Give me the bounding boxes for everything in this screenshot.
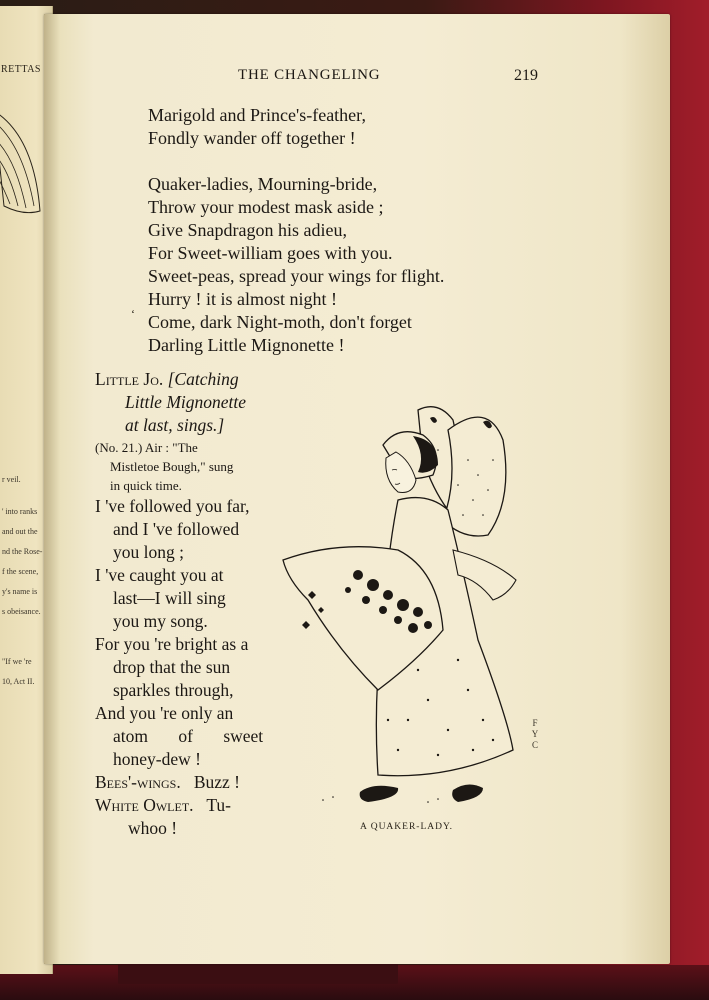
left-fragment-2: ' into ranks	[2, 507, 38, 516]
page-number: 219	[514, 67, 538, 84]
stage-direction-line-2: Little Mignonette	[125, 392, 247, 412]
quaker-lady-illustration	[278, 400, 548, 820]
speaker-bees-wings: Bees'-wings.	[95, 772, 181, 792]
verse-line: Give Snapdragon his adieu,	[148, 220, 347, 240]
verse-line: Marigold and Prince's-feather,	[148, 105, 366, 125]
initial-letter: C	[531, 740, 538, 750]
print-mark: ‘	[131, 307, 135, 321]
left-fragment-7: s obeisance.	[2, 607, 41, 616]
initial-letter: Y	[531, 729, 539, 739]
left-fragment-1: r veil.	[2, 475, 21, 484]
binding-strip	[118, 962, 398, 984]
verse-line: Come, dark Night-moth, don't forget	[148, 312, 412, 332]
song-line: And you 're only an	[95, 703, 234, 723]
song-line: I 've caught you at	[95, 565, 224, 585]
verse-line: Sweet-peas, spread your wings for flight.	[148, 266, 445, 286]
song-line: atom of sweet	[113, 726, 264, 746]
dialogue-white-owlet	[95, 794, 275, 817]
speaker-little-jo: Little Jo.	[95, 369, 164, 389]
verse-line: Darling Little Mignonette !	[148, 335, 345, 355]
air-note-line-2: Mistletoe Bough," sung	[110, 459, 234, 474]
speaker-white-owlet: White Owlet.	[95, 795, 194, 815]
song-line: you my song.	[113, 611, 208, 631]
initial-letter: F	[532, 718, 538, 728]
verse-line: Hurry ! it is almost night !	[148, 289, 337, 309]
song-line: I 've followed you far,	[95, 496, 250, 516]
left-fragment-5: f the scene,	[2, 567, 39, 576]
verse-line: Fondly wander off together !	[148, 128, 356, 148]
song-line: honey-dew !	[113, 749, 201, 769]
dialogue-bees-wings	[95, 771, 275, 794]
stage-direction-line-3: at last, sings.]	[125, 415, 225, 435]
illustration-caption: A QUAKER-LADY.	[360, 822, 453, 832]
dialogue-line-continued: whoo !	[128, 818, 178, 838]
song-line: drop that the sun	[113, 657, 231, 677]
air-note-line-3: in quick time.	[110, 478, 182, 493]
left-fragment-8: "If we 're	[2, 657, 32, 666]
left-fragment-9: 10, Act II.	[2, 677, 35, 686]
air-note-line-1: (No. 21.) Air : "The	[95, 440, 198, 455]
running-header-title: THE CHANGELING	[238, 67, 381, 83]
wing-illustration-fragment	[0, 106, 50, 226]
song-line: and I 've followed	[113, 519, 240, 539]
song-line: you long ;	[113, 542, 184, 562]
stage-direction-line-1	[95, 368, 275, 391]
page-gutter-shadow	[44, 14, 60, 964]
verse-line: For Sweet-william goes with you.	[148, 243, 393, 263]
stage-direction: [Catching	[167, 369, 239, 389]
illustrator-initials	[530, 718, 540, 751]
song-line: sparkles through,	[113, 680, 234, 700]
left-page-header-fragment: RETTAS	[1, 64, 41, 75]
left-fragment-6: y's name is	[2, 587, 38, 596]
verse-line: Throw your modest mask aside ;	[148, 197, 384, 217]
song-line: last—I will sing	[113, 588, 226, 608]
dialogue-line: Tu-	[206, 795, 232, 815]
left-fragment-3: and out the	[2, 527, 38, 536]
verse-line: Quaker-ladies, Mourning-bride,	[148, 174, 378, 194]
dialogue-line: Buzz !	[193, 772, 240, 792]
song-line: For you 're bright as a	[95, 634, 249, 654]
left-fragment-4: nd the Rose-	[2, 547, 43, 556]
